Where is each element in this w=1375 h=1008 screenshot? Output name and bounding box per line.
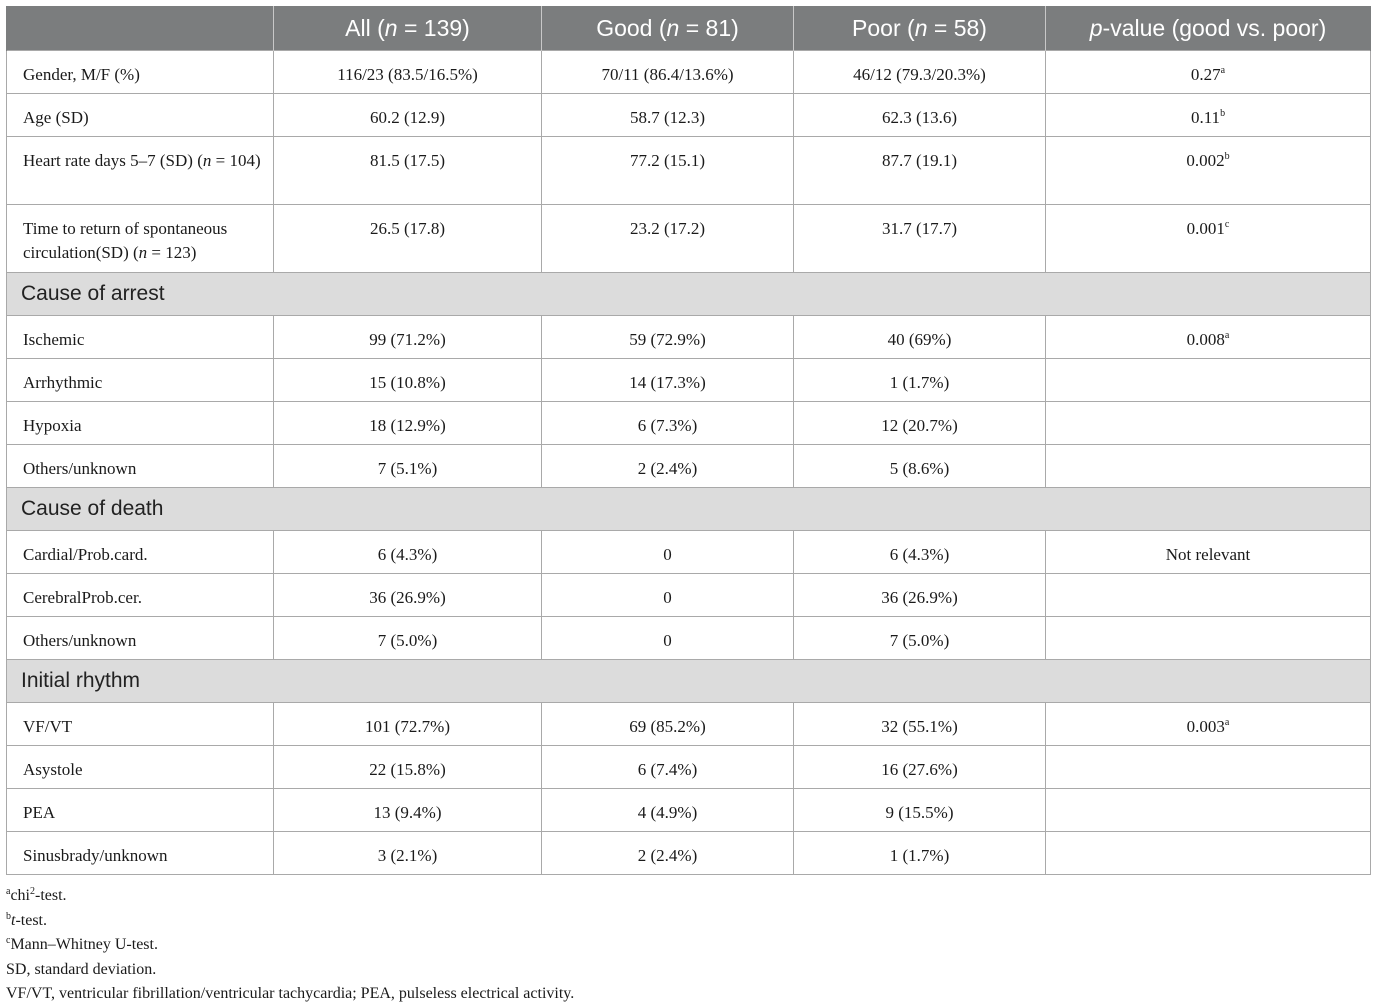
section-row (7, 660, 1371, 703)
row-label: Ischemic (7, 316, 274, 359)
cell-good: 0 (542, 574, 794, 617)
cell-p-value (1046, 789, 1371, 832)
section-row (7, 273, 1371, 316)
cell-all: 81.5 (17.5) (274, 137, 542, 205)
cell-all: 116/23 (83.5/16.5%) (274, 51, 542, 94)
cell-good: 77.2 (15.1) (542, 137, 794, 205)
table-row (7, 205, 1371, 273)
table-row (7, 617, 1371, 660)
cell-good: 58.7 (12.3) (542, 94, 794, 137)
row-label: Others/unknown (7, 617, 274, 660)
row-label (7, 137, 274, 205)
row-label: Arrhythmic (7, 359, 274, 402)
header-row (7, 6, 1371, 51)
cell-all: 60.2 (12.9) (274, 94, 542, 137)
table-row (7, 445, 1371, 488)
cell-p-value (1046, 617, 1371, 660)
cell-p-value (1046, 832, 1371, 875)
cell-good: 2 (2.4%) (542, 832, 794, 875)
cell-all: 3 (2.1%) (274, 832, 542, 875)
cell-all: 22 (15.8%) (274, 746, 542, 789)
row-label: CerebralProb.cer. (7, 574, 274, 617)
p-value: 0.003 (1186, 717, 1225, 736)
p-value: 0.27 (1190, 65, 1221, 84)
row-label-n: n (202, 151, 212, 170)
cell-all: 101 (72.7%) (274, 703, 542, 746)
cell-poor: 16 (27.6%) (794, 746, 1046, 789)
row-label: Gender, M/F (%) (7, 51, 274, 94)
table-row (7, 359, 1371, 402)
cell-all: 18 (12.9%) (274, 402, 542, 445)
cell-all: 36 (26.9%) (274, 574, 542, 617)
cell-poor: 5 (8.6%) (794, 445, 1046, 488)
cell-p-value (1046, 531, 1371, 574)
cell-p-value (1046, 94, 1371, 137)
p-value: 0.001 (1186, 219, 1225, 238)
row-label: Hypoxia (7, 402, 274, 445)
results-table (6, 6, 1371, 875)
table-row (7, 832, 1371, 875)
cell-good: 0 (542, 617, 794, 660)
cell-good: 70/11 (86.4/13.6%) (542, 51, 794, 94)
cell-p-value (1046, 205, 1371, 273)
cell-p-value (1046, 402, 1371, 445)
cell-all: 15 (10.8%) (274, 359, 542, 402)
footnotes (6, 884, 574, 1007)
row-label-text: = 104) (211, 151, 261, 170)
p-value-footnote-mark: c (1224, 219, 1230, 230)
cell-good: 0 (542, 531, 794, 574)
cell-poor: 9 (15.5%) (794, 789, 1046, 832)
table-row (7, 574, 1371, 617)
header-poor: Poor (n = 58) (794, 6, 1046, 51)
cell-good: 14 (17.3%) (542, 359, 794, 402)
cell-p-value (1046, 746, 1371, 789)
footnote-b: $^b$t-test. (6, 910, 47, 929)
p-value: Not relevant (1165, 545, 1251, 564)
table-row (7, 51, 1371, 94)
cell-p-value (1046, 703, 1371, 746)
cell-poor: 6 (4.3%) (794, 531, 1046, 574)
table-row (7, 94, 1371, 137)
p-value-footnote-mark: a (1220, 65, 1226, 76)
p-value-footnote-mark: a (1224, 717, 1230, 728)
p-value: 0.002 (1186, 151, 1225, 170)
cell-all: 6 (4.3%) (274, 531, 542, 574)
cell-all: 7 (5.0%) (274, 617, 542, 660)
cell-good: 23.2 (17.2) (542, 205, 794, 273)
cell-good: 6 (7.3%) (542, 402, 794, 445)
cell-poor: 36 (26.9%) (794, 574, 1046, 617)
header-all: All (n = 139) (274, 6, 542, 51)
row-label: Asystole (7, 746, 274, 789)
table-row (7, 703, 1371, 746)
cell-p-value (1046, 51, 1371, 94)
cell-poor: 1 (1.7%) (794, 832, 1046, 875)
row-label (7, 205, 274, 273)
cell-good: 4 (4.9%) (542, 789, 794, 832)
cell-poor: 62.3 (13.6) (794, 94, 1046, 137)
cell-good: 6 (7.4%) (542, 746, 794, 789)
section-row (7, 488, 1371, 531)
row-label: Cardial/Prob.card. (7, 531, 274, 574)
row-label-text: Time to return of spontaneous circulation(SD) ( (23, 219, 228, 262)
row-label: PEA (7, 789, 274, 832)
p-value-footnote-mark: b (1224, 151, 1230, 162)
table-row (7, 531, 1371, 574)
row-label: Sinusbrady/unknown (7, 832, 274, 875)
cell-poor: 87.7 (19.1) (794, 137, 1046, 205)
row-label: VF/VT (7, 703, 274, 746)
table-row (7, 316, 1371, 359)
header-p-value: p-value (good vs. poor) (1046, 6, 1371, 51)
row-label-n: n (138, 243, 148, 262)
p-value-footnote-mark: a (1224, 330, 1230, 341)
section-title: Cause of arrest (7, 273, 1371, 316)
cell-all: 26.5 (17.8) (274, 205, 542, 273)
row-label: Age (SD) (7, 94, 274, 137)
row-label-text: Heart rate days 5–7 (SD) ( (23, 151, 203, 170)
cell-good: 59 (72.9%) (542, 316, 794, 359)
cell-all: 7 (5.1%) (274, 445, 542, 488)
footnote-abbreviations: VF/VT, ventricular fibrillation/ventricular tachycardia; PEA, pulseless electrical activity. (6, 985, 575, 1003)
cell-all: 99 (71.2%) (274, 316, 542, 359)
table-row (7, 137, 1371, 205)
cell-good: 69 (85.2%) (542, 703, 794, 746)
cell-poor: 1 (1.7%) (794, 359, 1046, 402)
footnote-a: $^a$chi$^2$-test. (6, 886, 67, 904)
table-row (7, 746, 1371, 789)
header-label-col (7, 6, 274, 51)
header-good: Good (n = 81) (542, 6, 794, 51)
table-row (7, 789, 1371, 832)
cell-p-value (1046, 137, 1371, 205)
table-row (7, 402, 1371, 445)
row-label-text: = 123) (147, 243, 197, 262)
p-value-footnote-mark: b (1220, 108, 1226, 119)
cell-good: 2 (2.4%) (542, 445, 794, 488)
section-title: Initial rhythm (7, 660, 1371, 703)
cell-p-value (1046, 445, 1371, 488)
p-value: 0.11 (1190, 108, 1221, 127)
cell-poor: 46/12 (79.3/20.3%) (794, 51, 1046, 94)
cell-poor: 31.7 (17.7) (794, 205, 1046, 273)
cell-poor: 40 (69%) (794, 316, 1046, 359)
p-value: 0.008 (1186, 330, 1225, 349)
cell-all: 13 (9.4%) (274, 789, 542, 832)
cell-p-value (1046, 574, 1371, 617)
cell-poor: 7 (5.0%) (794, 617, 1046, 660)
row-label: Others/unknown (7, 445, 274, 488)
cell-p-value (1046, 359, 1371, 402)
footnote-c: $^c$Mann–Whitney U-test. (6, 935, 158, 954)
section-title: Cause of death (7, 488, 1371, 531)
cell-poor: 32 (55.1%) (794, 703, 1046, 746)
cell-p-value (1046, 316, 1371, 359)
footnote-sd: SD, standard deviation. (6, 960, 157, 978)
cell-poor: 12 (20.7%) (794, 402, 1046, 445)
